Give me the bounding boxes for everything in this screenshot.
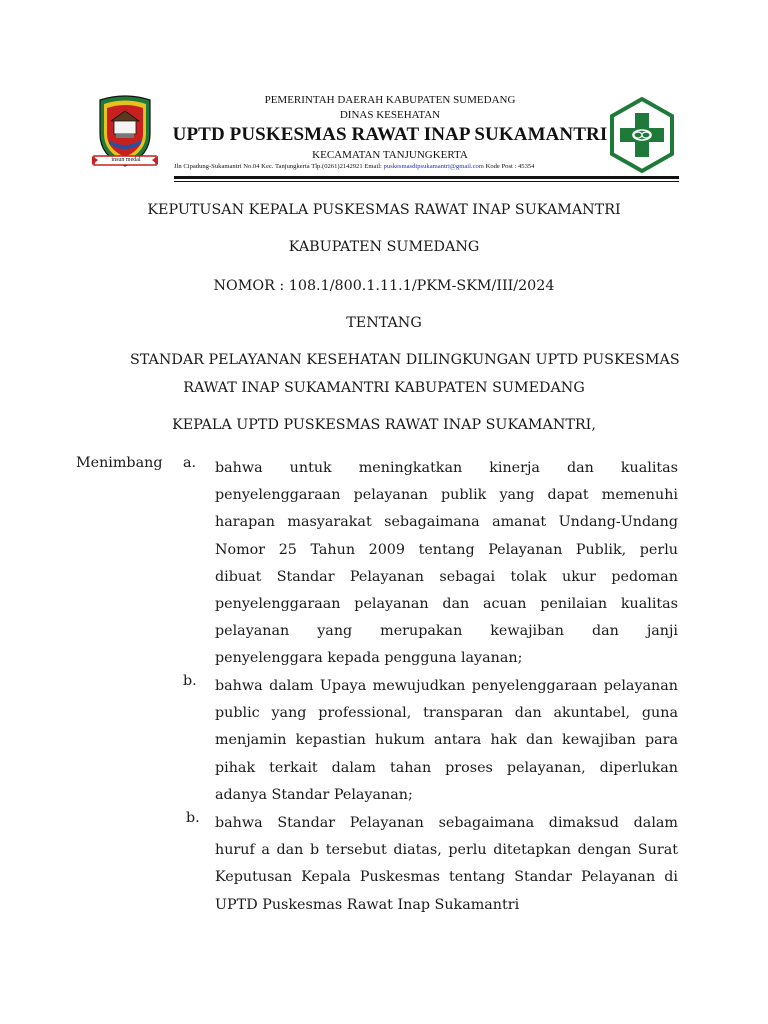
address-prefix: Jln Cipadung-Sukamantri No.04 Kec. Tanjungkerta Tlp.(0261)2142921 Email:	[174, 163, 384, 170]
clause-text	[215, 455, 678, 673]
address-suffix: Kode Post : 45354	[483, 163, 535, 170]
clause-line: dibuat Standar Pelayanan sebagai tolak ukur pedoman	[215, 568, 678, 585]
clause-text	[215, 810, 678, 919]
clause-letter: b.	[183, 673, 197, 689]
clause-line: pihak terkait dalam tahan proses pelayanan, diperlukan	[215, 759, 678, 776]
clause-line: adanya Standar Pelayanan;	[215, 786, 413, 803]
decree-subject-line-1: STANDAR PELAYANAN KESEHATAN DILINGKUNGAN UPTD PUSKESMAS	[130, 352, 680, 368]
decree-number: NOMOR : 108.1/800.1.11.1/PKM-SKM/III/2024	[213, 278, 555, 294]
clause-letter: a.	[183, 455, 197, 471]
letterhead	[0, 0, 768, 190]
kop-department: DINAS KESEHATAN	[339, 109, 441, 121]
decree-about-label: TENTANG	[346, 315, 422, 331]
clause-line: UPTD Puskesmas Rawat Inap Sukamantri	[215, 896, 520, 913]
email-link[interactable]: puskesmasdtpsukamantri@gmail.com	[383, 163, 484, 170]
letterhead-divider-thick	[174, 176, 679, 179]
clause-line: harapan masyarakat sebagaimana amanat Undang-Undang	[215, 514, 678, 531]
decree-title: KEPUTUSAN KEPALA PUSKESMAS RAWAT INAP SUKAMANTRI	[147, 202, 621, 218]
kop-address	[174, 163, 614, 170]
clause-text	[215, 673, 678, 809]
menimbang-label: Menimbang	[76, 455, 163, 471]
letterhead-divider-thin	[174, 181, 679, 182]
emblem-motto: insun medal	[111, 157, 141, 163]
clause-line: bahwa Standar Pelayanan sebagaimana dimaksud dalam	[215, 815, 678, 831]
kop-district: KECAMATAN TANJUNGKERTA	[312, 149, 468, 161]
decree-regency: KABUPATEN SUMEDANG	[288, 239, 480, 255]
clause-line: penyelenggaraan pelayanan dan acuan penilaian kualitas	[215, 596, 678, 613]
clause-line: penyelenggara kepada pengguna layanan;	[215, 650, 523, 667]
kop-government: PEMERINTAH DAERAH KABUPATEN SUMEDANG	[264, 94, 516, 106]
clause-line: pelayanan yang merupakan kewajiban dan janji	[215, 623, 678, 640]
clause-line: public yang professional, transparan dan akuntabel, guna	[215, 705, 678, 722]
clause-line: penyelenggaraan pelayanan publik yang dapat memenuhi	[215, 487, 678, 504]
decree-issuer: KEPALA UPTD PUSKESMAS RAWAT INAP SUKAMANTRI,	[172, 417, 596, 433]
clause-line: Keputusan Kepala Puskesmas tentang Standar Pelayanan di	[215, 869, 678, 886]
clause-line: huruf a dan b tersebut diatas, perlu ditetapkan dengan Surat	[215, 842, 678, 859]
clause-line: bahwa untuk meningkatkan kinerja dan kualitas	[215, 460, 678, 476]
decree-subject-line-2: RAWAT INAP SUKAMANTRI KABUPATEN SUMEDANG	[183, 380, 585, 396]
clause-letter: b.	[186, 810, 200, 826]
clause-line: menjamin kepastian hukum antara hak dan kewajiban para	[215, 732, 678, 749]
puskesmas-logo-icon	[608, 97, 676, 173]
kop-institution: UPTD PUSKESMAS RAWAT INAP SUKAMANTRI	[172, 124, 608, 145]
clause-line: Nomor 25 Tahun 2009 tentang Pelayanan Publik, perlu	[215, 541, 678, 558]
clause-line: bahwa dalam Upaya mewujudkan penyelenggaraan pelayanan	[215, 678, 678, 694]
